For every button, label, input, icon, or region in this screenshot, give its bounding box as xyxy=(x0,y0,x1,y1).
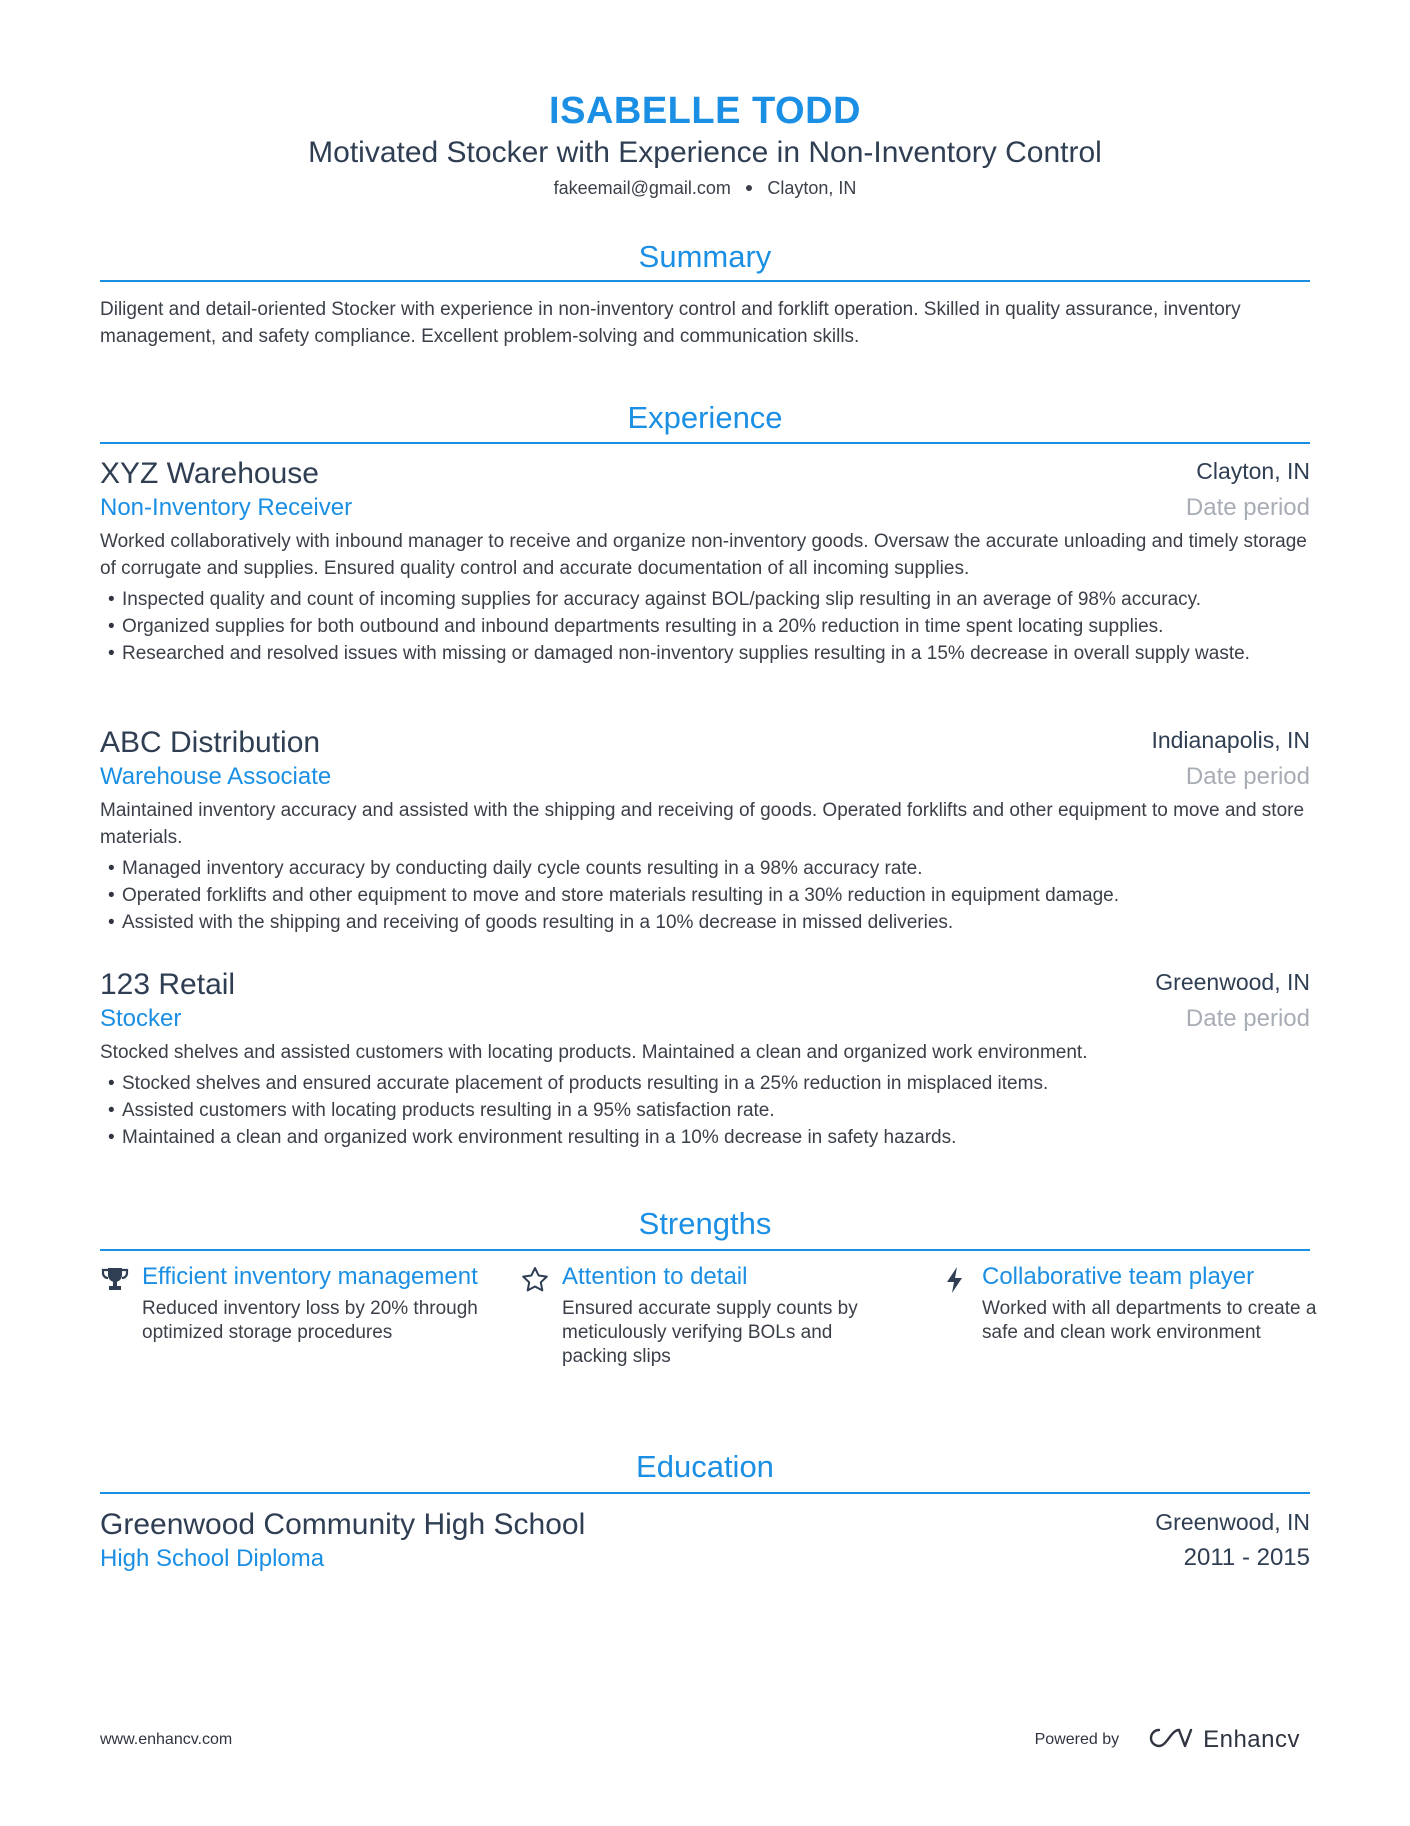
job-bullet: • Assisted customers with locating products resulting in a 95% satisfaction rate. xyxy=(100,1097,1310,1124)
experience-heading: Experience xyxy=(627,400,783,435)
contact-line xyxy=(100,174,1310,201)
strength-title: Collaborative team player xyxy=(982,1263,1255,1290)
job-entry xyxy=(100,725,1310,936)
job-role: Warehouse Associate xyxy=(100,763,332,790)
lightning-icon xyxy=(940,1265,970,1295)
strengths-divider xyxy=(100,1249,1310,1251)
powered-by-label: Powered by xyxy=(1034,1731,1120,1748)
contact-location: Clayton, IN xyxy=(767,178,857,198)
candidate-name: ISABELLE TODD xyxy=(549,90,861,132)
job-location: Indianapolis, IN xyxy=(1151,727,1310,753)
strength-title: Attention to detail xyxy=(562,1263,748,1290)
enhancv-logo-icon xyxy=(1145,1725,1193,1756)
strength-description: Reduced inventory loss by 20% through optimized storage procedures xyxy=(142,1298,478,1343)
summary-divider xyxy=(100,280,1310,282)
strength-title: Efficient inventory management xyxy=(142,1263,478,1290)
job-location: Greenwood, IN xyxy=(1155,969,1310,995)
education-heading: Education xyxy=(636,1449,774,1484)
job-bullets xyxy=(100,586,1310,667)
footer-branding xyxy=(1035,1723,1300,1757)
job-bullets xyxy=(100,1070,1310,1151)
education-years: 2011 - 2015 xyxy=(1183,1544,1310,1571)
job-role: Stocker xyxy=(100,1005,182,1032)
summary-text: Diligent and detail-oriented Stocker with experience in non-inventory control and forklift operation. Skilled in quality assurance, inventory management, and safety compliance. Excellent problem-solving and communication skills. xyxy=(100,299,1241,347)
education-entry xyxy=(100,1507,1310,1575)
job-bullets xyxy=(100,855,1310,936)
strengths-heading: Strengths xyxy=(638,1206,772,1241)
job-date: Date period xyxy=(1185,494,1310,521)
brand-name[interactable]: Enhancv xyxy=(1203,1726,1300,1753)
job-bullet: • Inspected quality and count of incoming supplies for accuracy against BOL/packing slip resulting in an average of 98% accuracy. xyxy=(100,586,1310,613)
job-company: XYZ Warehouse xyxy=(100,457,319,490)
job-role: Non-Inventory Receiver xyxy=(100,494,353,521)
strength-description: Worked with all departments to create a safe and clean work environment xyxy=(982,1298,1317,1343)
job-bullet: • Researched and resolved issues with missing or damaged non-inventory supplies resulting in a 15% decrease in overall supply waste. xyxy=(100,640,1310,667)
trophy-icon xyxy=(100,1265,130,1295)
job-bullet: • Operated forklifts and other equipment to move and store materials resulting in a 30% reduction in equipment damage. xyxy=(100,882,1310,909)
summary-heading: Summary xyxy=(638,239,772,274)
job-description: Stocked shelves and assisted customers with locating products. Maintained a clean and organized work environment. xyxy=(100,1042,1088,1063)
job-bullet: • Assisted with the shipping and receiving of goods resulting in a 10% decrease in missed deliveries. xyxy=(100,909,1310,936)
job-bullet: • Organized supplies for both outbound and inbound departments resulting in a 20% reduction in time spent locating supplies. xyxy=(100,613,1310,640)
job-bullet: • Managed inventory accuracy by conducting daily cycle counts resulting in a 98% accuracy rate. xyxy=(100,855,1310,882)
resume-header xyxy=(100,88,1310,201)
star-icon xyxy=(520,1265,550,1295)
job-description: Worked collaboratively with inbound manager to receive and organize non-inventory goods. Oversaw the accurate unloading and timely storage of corrugate and supplies. Ensured quality control and accurate documentation of all incoming supplies. xyxy=(100,531,1307,579)
strength-item xyxy=(940,1263,1320,1345)
candidate-title: Motivated Stocker with Experience in Non-Inventory Control xyxy=(308,136,1102,169)
job-company: ABC Distribution xyxy=(100,726,321,759)
strength-description: Ensured accurate supply counts by meticulously verifying BOLs and packing slips xyxy=(562,1298,858,1367)
job-bullet: • Stocked shelves and ensured accurate placement of products resulting in a 25% reduction in misplaced items. xyxy=(100,1070,1310,1097)
job-date: Date period xyxy=(1185,1005,1310,1032)
job-bullet: • Maintained a clean and organized work environment resulting in a 10% decrease in safety hazards. xyxy=(100,1124,1310,1151)
contact-email[interactable]: fakeemail@gmail.com xyxy=(553,178,731,198)
school-name: Greenwood Community High School xyxy=(100,1508,586,1541)
footer-website[interactable]: www.enhancv.com xyxy=(100,1731,233,1748)
job-date: Date period xyxy=(1185,763,1310,790)
experience-divider xyxy=(100,442,1310,444)
job-entry xyxy=(100,456,1310,667)
job-description: Maintained inventory accuracy and assisted with the shipping and receiving of goods. Operated forklifts and other equipment to move and store materials. xyxy=(100,800,1305,848)
school-location: Greenwood, IN xyxy=(1155,1509,1310,1535)
degree: High School Diploma xyxy=(100,1545,325,1572)
job-company: 123 Retail xyxy=(100,968,236,1001)
strength-item xyxy=(520,1263,900,1369)
separator-dot: ● xyxy=(744,179,754,195)
education-divider xyxy=(100,1492,1310,1494)
job-location: Clayton, IN xyxy=(1196,458,1310,484)
job-entry xyxy=(100,967,1310,1151)
strength-item xyxy=(100,1263,480,1345)
